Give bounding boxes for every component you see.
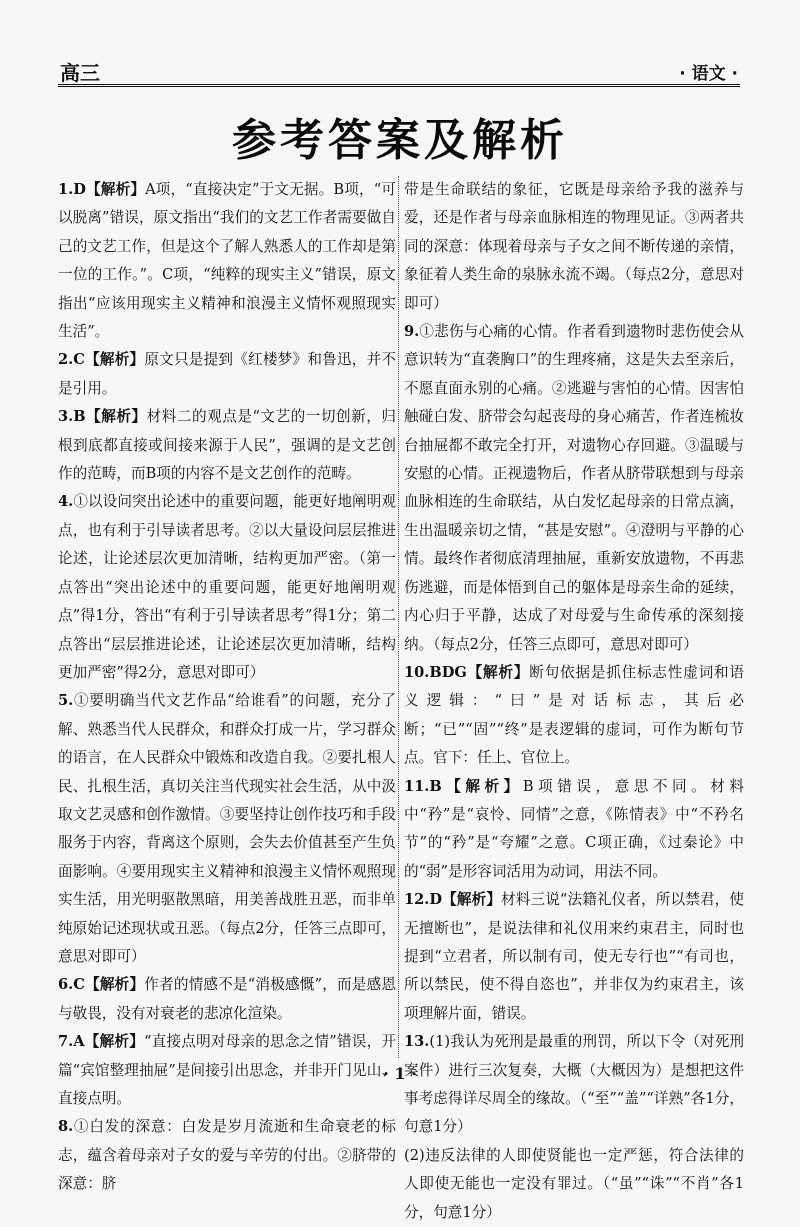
answer-item [58,687,396,971]
question-number: 13. [404,1033,430,1051]
answer-key: C [73,351,85,369]
answer-key: A [73,1033,85,1051]
answer-key: C [73,976,85,994]
question-number: 3. [58,408,74,426]
answer-text: 材料三说“法籍礼仪者，所以禁君，使无擅断也”，是说法律和礼仪用来约束君主，同时也提到“立君者，所以制有司，使无专行也”“有司也，所以禁民，使不得自恣也”，并非仅为约束君主，该项理解片面，错误。 [404,891,744,1022]
answer-text: ①白发的深意：白发是岁月流逝和生命衰老的标志，蕴含着母亲对子女的爱与辛劳的付出。②脐带的深意：脐 [58,1118,396,1193]
subject-label: · 语文 · [679,64,738,84]
analysis-tag: 【解析】 [442,891,502,909]
question-number: 2. [58,351,74,369]
answer-key: BDG [429,663,467,681]
answer-text: 断句依据是抓住标志性虚词和语义逻辑：“曰”是对话标志，其后必断；“已”“固”“终”是表逻辑的虚词，可作为断句节点。官下：任上、官位上。 [404,663,744,767]
answer-item [404,773,744,887]
question-number: 10. [404,663,430,681]
analysis-tag: 【解析】 [84,1033,144,1051]
analysis-tag: 【解析】 [84,351,145,369]
question-number: 6. [58,976,74,994]
answer-item [58,403,396,488]
page-number: · 1 · [383,1064,417,1083]
question-number: 12. [404,891,430,909]
answer-key: B [429,777,442,795]
answer-item [404,659,744,773]
question-number: 9. [404,323,420,341]
answer-key: D [73,181,86,198]
column-divider [398,176,399,1058]
answer-key: D [429,891,443,909]
analysis-tag: 【解析】 [85,408,147,426]
answer-text: ①悲伤与心痛的心情。作者看到遗物时悲伤使会从意识转为“直袭胸口”的生理疼痛，这是失去至亲后，不愿直面永别的心痛。②逃避与害怕的心情。因害怕触碰白发、脐带会勾起丧母的身心痛苦，作者连梳妆台抽屉都不敢完全打开，对遗物心存回避。③温暖与安慰的心情。正视遗物后，作者从脐带联想到与母亲血脉相连的生命联结，从白发忆起母亲的日常点滴，生出温暖亲切之情，“甚是安慰”。④澄明与平静的心情。最终作者彻底清理抽屉，重新安放遗物，不再悲伤逃避，而是体悟到自己的躯体是母亲生命的延续，内心归于平静，达成了对母爱与生命传承的深刻接纳。（每点2分，任答三点即可，意思对即可） [404,323,744,653]
answer-item [58,346,396,403]
question-number: 7. [58,1033,74,1051]
answer-text: 原文只是提到《红楼梦》和鲁迅，并不是引用。 [58,351,396,397]
answer-text: 带是生命联结的象征，它既是母亲给予我的滋养与爱，还是作者与母亲血脉相连的物理见证。③两者共同的深意：体现着母亲与子女之间不断传递的亲情，象征着人类生命的泉脉永流不竭。（每点2分，意思对即可） [404,181,744,312]
question-number: 1. [58,181,74,198]
left-column [58,176,396,1199]
answer-text: 作者的情感不是“消极感慨”，而是感恩与敬畏，没有对衰老的悲凉化渲染。 [58,976,396,1022]
answer-text: “直接点明对母亲的思念之情”错误，开篇“宾馆整理抽屉”是间接引出思念，并非开门见山、直接点明。 [58,1033,396,1107]
answer-text: 材料二的观点是“文艺的一切创新，归根到底都直接或间接来源于人民”，强调的是文艺创作的范畴，而B项的内容不是文艺创作的范畴。 [58,408,396,483]
answer-item [58,488,396,687]
question-number: 11. [404,777,430,795]
answer-item [404,1028,744,1142]
analysis-tag: 【解析】 [466,663,530,681]
question-number: 4. [58,493,74,511]
answer-key: B [73,408,86,426]
answer-item [404,886,744,1028]
answer-item [404,318,744,659]
answer-text: ①要明确当代文艺作品“给谁看”的问题，充分了解、熟悉当代人民群众，和群众打成一片，学习群众的语言，在人民群众中锻炼和改造自我。②要扎根人民、扎根生活，真切关注当代现实社会生活，从中汲取文艺灵感和创作激情。③要坚持让创作技巧和手段服务于内容，背离这个原则，会失去价值甚至产生负面影响。④要用现实主义精神和浪漫主义情怀观照现实生活，用光明驱散黑暗，用美善战胜丑恶，而非单纯原始记述现状或丑恶。（每点2分，任答三点即可，意思对即可） [58,692,396,965]
grade-label: 高三 [60,61,100,85]
question-number: 5. [58,692,74,710]
page-title: 参考答案及解析 [232,115,568,166]
answer-text: (1)我认为死刑是最重的刑罚，所以下令（对死刑案件）进行三次复奏，大概（大概因为）是想把这件事考虑得详尽周全的缘故。（“至”“盖”“详熟”各1分，句意1分） [404,1033,744,1136]
answer-text: ①以设问突出论述中的重要问题，能更好地阐明观点，也有利于引导读者思考。②以大量设问层层推进论述，让论述层次更加清晰，结构更加严密。（第一点答出“突出论述中的重要问题，能更好地阐明观点”得1分，答出“有利于引导读者思考”得1分；第二点答出“层层推进论述，让论述层次更加清晰，结构更加严密”得2分，意思对即可） [58,493,396,681]
page-header [58,54,740,87]
answer-item [58,971,396,1028]
analysis-tag: 【解析】 [441,777,523,795]
answer-item [58,176,396,346]
analysis-tag: 【解析】 [85,181,146,198]
question-number: 8. [58,1118,74,1136]
answer-item [404,176,744,318]
analysis-tag: 【解析】 [84,976,145,994]
answer-subitem: (2)违反法律的人即使贤能也一定严惩，符合法律的人即使无能也一定没有罪过。（“虽”“诛”“不肖”各1分，句意1分） [404,1146,744,1221]
answer-item [58,1113,396,1198]
answer-text: B项错误，意思不同。材料中“矜”是“哀怜、同情”之意，《陈情表》中“不矜名节”的“矜”是“夸耀”之意。C项正确，《过秦论》中的“弱”是形容词活用为动词，用法不同。 [404,777,744,880]
answer-text: A项，“直接决定”于文无据。B项，“可以脱离”错误，原文指出“我们的文艺工作者需要做自己的文艺工作，但是这个了解人熟悉人的工作却是第一位的工作。”。C项，“纯粹的现实主义”错误，原文指出“应该用现实主义精神和浪漫主义情怀观照现实生活”。 [58,181,396,341]
